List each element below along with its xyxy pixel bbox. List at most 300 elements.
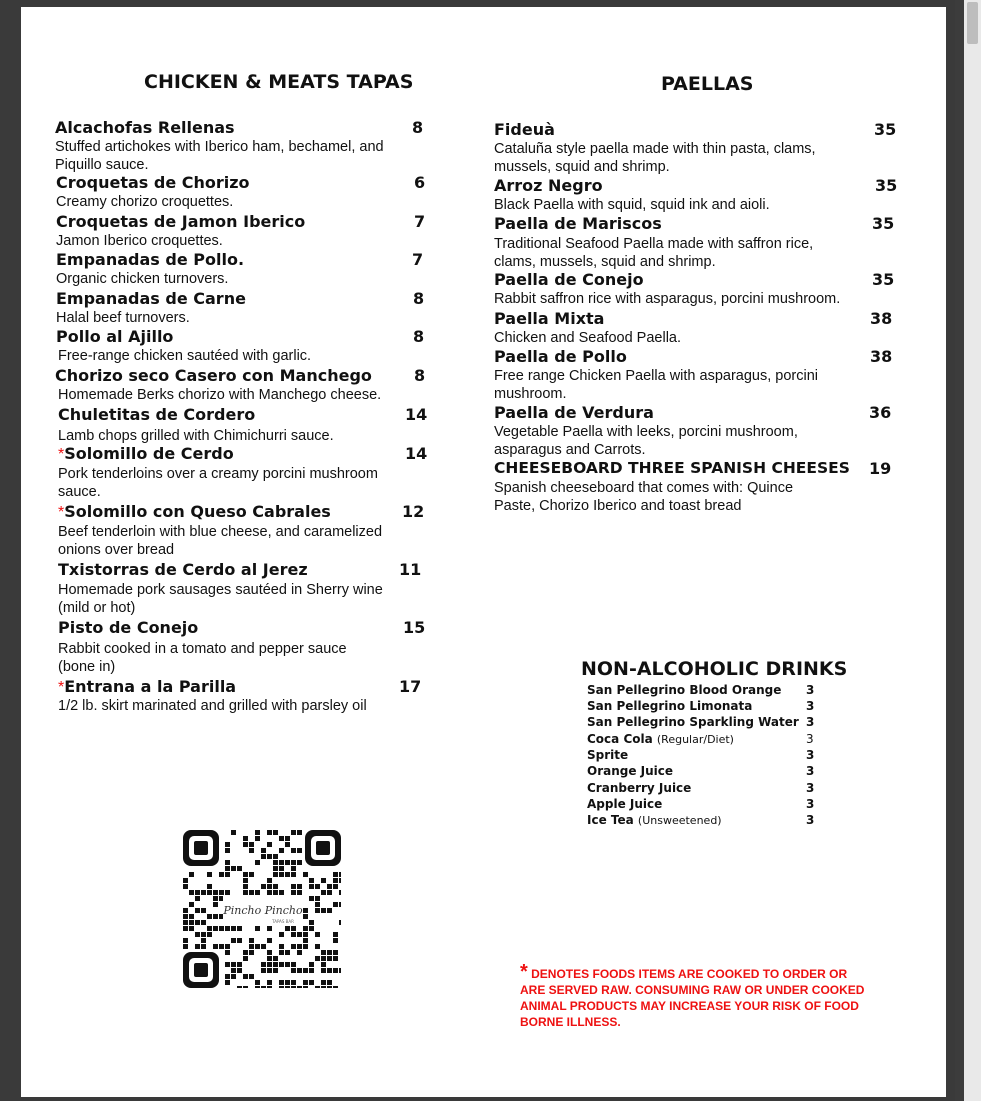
qr-module: [201, 938, 206, 943]
item-price: 14: [405, 444, 428, 463]
drink-item: [587, 683, 827, 699]
qr-module: [321, 878, 326, 883]
item-description: Vegetable Paella with leeks, porcini mushroom, asparagus and Carrots.: [494, 424, 798, 458]
qr-module: [243, 878, 248, 883]
qr-module: [321, 968, 326, 973]
qr-module: [315, 902, 320, 907]
item-name: Fideuà: [494, 120, 555, 139]
qr-module: [309, 920, 314, 925]
qr-module: [267, 890, 272, 895]
qr-module: [297, 830, 302, 835]
qr-module: [255, 980, 260, 985]
item-price: 35: [874, 120, 897, 139]
qr-module: [321, 950, 326, 955]
qr-module: [327, 908, 332, 913]
qr-module: [267, 956, 272, 961]
item-description: Beef tenderloin with blue cheese, and caramelized onions over bread: [58, 524, 383, 558]
qr-module: [207, 890, 212, 895]
item-price: 17: [399, 677, 422, 696]
item-name: Paella Mixta: [494, 309, 605, 328]
qr-module: [303, 944, 308, 949]
qr-module: [231, 968, 236, 973]
qr-module: [231, 962, 236, 967]
qr-module: [303, 986, 308, 988]
qr-module: [219, 944, 224, 949]
qr-module: [291, 980, 296, 985]
qr-module: [285, 926, 290, 931]
qr-module: [333, 938, 338, 943]
qr-module: [207, 926, 212, 931]
menu-item: [494, 347, 904, 403]
qr-module: [333, 956, 338, 961]
drink-note: (Regular/Diet): [656, 733, 734, 746]
menu-item: [56, 173, 436, 211]
qr-module: [237, 926, 242, 931]
qr-module: [201, 890, 206, 895]
menu-item: [55, 118, 435, 174]
qr-module: [267, 980, 272, 985]
raw-food-notice: [520, 961, 865, 1030]
item-description: Homemade pork sausages sautéed in Sherry wine (mild or hot): [58, 582, 383, 616]
drink-price: 3: [806, 813, 815, 827]
qr-module: [267, 950, 272, 955]
qr-module: [261, 968, 266, 973]
item-price: 35: [872, 270, 895, 289]
menu-item: [494, 270, 904, 308]
item-price: 15: [403, 618, 426, 637]
qr-module: [273, 854, 278, 859]
qr-module: [279, 848, 284, 853]
qr-module: [249, 848, 254, 853]
qr-module: [213, 926, 218, 931]
qr-module: [183, 920, 188, 925]
drink-item: [587, 715, 827, 731]
qr-module: [303, 980, 308, 985]
qr-module: [279, 836, 284, 841]
item-name: Paella de Mariscos: [494, 214, 662, 233]
qr-module: [231, 830, 236, 835]
qr-module: [339, 920, 341, 925]
qr-module: [315, 896, 320, 901]
qr-module: [315, 932, 320, 937]
qr-module: [249, 944, 254, 949]
menu-item: [494, 309, 904, 347]
qr-module: [285, 842, 290, 847]
item-name: Txistorras de Cerdo al Jerez: [58, 560, 308, 579]
qr-module: [285, 872, 290, 877]
item-description: Pork tenderloins over a creamy porcini mushroom sauce.: [58, 466, 378, 500]
qr-module: [201, 932, 206, 937]
drink-name: San Pellegrino Blood Orange: [587, 683, 782, 697]
qr-module: [183, 914, 188, 919]
qr-module: [285, 836, 290, 841]
qr-module: [255, 926, 260, 931]
qr-module: [333, 932, 338, 937]
qr-module: [261, 884, 266, 889]
qr-module: [303, 932, 308, 937]
qr-module: [291, 926, 296, 931]
qr-module: [249, 938, 254, 943]
qr-module: [267, 962, 272, 967]
qr-module: [207, 932, 212, 937]
qr-module: [237, 962, 242, 967]
item-name: Pisto de Conejo: [58, 618, 199, 637]
qr-module: [225, 842, 230, 847]
item-price: 12: [402, 502, 425, 521]
qr-module: [225, 950, 230, 955]
qr-module: [243, 890, 248, 895]
drink-name: Ice Tea: [587, 813, 634, 827]
qr-module: [303, 938, 308, 943]
qr-module: [309, 962, 314, 967]
drink-name: Sprite: [587, 748, 629, 762]
qr-module: [243, 836, 248, 841]
menu-item: [58, 677, 438, 715]
qr-module: [291, 944, 296, 949]
qr-module: [285, 950, 290, 955]
qr-module: [261, 962, 266, 967]
qr-module: [267, 830, 272, 835]
qr-module: [243, 974, 248, 979]
drink-item: [587, 797, 827, 813]
notice-text: DENOTES FOODS ITEMS ARE COOKED TO ORDER OR ARE SERVED RAW. CONSUMING RAW OR UNDER COOKED ANIMAL PRODUCTS MAY INCREASE YOUR RISK OF FOOD BORNE ILLNESS.: [520, 967, 865, 1029]
qr-module: [231, 938, 236, 943]
item-name: Pollo al Ajillo: [56, 327, 174, 346]
qr-module: [195, 896, 200, 901]
qr-module: [207, 914, 212, 919]
qr-module: [273, 860, 278, 865]
drink-price: 3: [806, 781, 815, 795]
qr-module: [291, 848, 296, 853]
qr-module: [195, 920, 200, 925]
qr-module: [225, 980, 230, 985]
qr-module: [285, 962, 290, 967]
menu-item: [494, 120, 904, 176]
qr-module: [267, 854, 272, 859]
item-name: Croquetas de Chorizo: [56, 173, 250, 192]
qr-module: [261, 944, 266, 949]
raw-warning-star: *: [58, 504, 65, 521]
qr-module: [279, 872, 284, 877]
item-name: Empanadas de Pollo.: [56, 250, 245, 269]
item-name: Solomillo con Queso Cabrales: [64, 502, 331, 521]
drink-name: San Pellegrino Limonata: [587, 699, 753, 713]
qr-module: [189, 890, 194, 895]
drink-price: 3: [806, 797, 815, 811]
menu-item: [494, 214, 904, 271]
qr-module: [279, 980, 284, 985]
qr-module: [195, 932, 200, 937]
menu-item: [58, 444, 438, 501]
qr-module: [339, 902, 341, 907]
qr-module: [297, 986, 302, 988]
item-description: Homemade Berks chorizo with Manchego cheese.: [58, 387, 382, 403]
qr-module: [279, 890, 284, 895]
item-name: Entrana a la Parilla: [64, 677, 237, 696]
item-price: 38: [870, 309, 893, 328]
drink-name: Apple Juice: [587, 797, 663, 811]
item-price: 35: [875, 176, 898, 195]
qr-module: [333, 878, 338, 883]
item-description: Lamb chops grilled with Chimichurri sauce.: [58, 428, 334, 444]
qr-module: [237, 986, 242, 988]
drink-item: [587, 781, 827, 797]
item-price: 8: [414, 366, 426, 385]
menu-item: [58, 502, 438, 559]
drink-price: 3: [806, 732, 814, 746]
qr-module: [231, 866, 236, 871]
qr-module: [279, 986, 284, 988]
item-name: CHEESEBOARD THREE SPANISH CHEESES: [494, 459, 850, 477]
menu-item: [58, 405, 438, 445]
qr-module: [333, 872, 338, 877]
qr-module: [243, 950, 248, 955]
drink-name: Coca Cola: [587, 732, 653, 746]
qr-module: [225, 926, 230, 931]
qr-module: [183, 926, 188, 931]
qr-module: [195, 908, 200, 913]
qr-module: [339, 878, 341, 883]
qr-module: [297, 884, 302, 889]
qr-module: [243, 986, 248, 988]
qr-module: [249, 974, 254, 979]
qr-module: [327, 956, 332, 961]
qr-module: [339, 890, 341, 895]
paellas-section-title: PAELLAS: [661, 73, 754, 95]
item-description: Rabbit saffron rice with asparagus, porcini mushroom.: [494, 291, 841, 307]
item-name: Croquetas de Jamon Iberico: [56, 212, 306, 231]
qr-module: [213, 914, 218, 919]
qr-module: [225, 848, 230, 853]
drink-price: 3: [806, 764, 815, 778]
qr-module: [261, 986, 266, 988]
qr-module: [273, 866, 278, 871]
drink-name: Cranberry Juice: [587, 781, 692, 795]
qr-module: [339, 872, 341, 877]
qr-module: [309, 980, 314, 985]
item-price: 36: [869, 403, 892, 422]
qr-module: [231, 974, 236, 979]
qr-module: [297, 932, 302, 937]
qr-module: [267, 878, 272, 883]
qr-module: [213, 890, 218, 895]
menu-item: [56, 327, 436, 365]
qr-module: [333, 950, 338, 955]
qr-module: [243, 956, 248, 961]
qr-module: [303, 908, 308, 913]
raw-warning-star: *: [58, 446, 65, 463]
qr-module: [315, 944, 320, 949]
qr-code: [183, 830, 341, 988]
item-description: Jamon Iberico croquettes.: [56, 233, 223, 249]
qr-module: [255, 890, 260, 895]
qr-module: [273, 956, 278, 961]
item-description: Rabbit cooked in a tomato and pepper sauce (bone in): [58, 641, 347, 675]
menu-item: [56, 212, 436, 250]
item-description: Traditional Seafood Paella made with saffron rice, clams, mussels, squid and shrimp.: [494, 236, 814, 270]
item-price: 19: [869, 459, 892, 478]
item-price: 7: [412, 250, 424, 269]
drink-price: 3: [806, 699, 815, 713]
qr-module: [267, 884, 272, 889]
qr-module: [321, 908, 326, 913]
qr-module: [255, 986, 260, 988]
qr-module: [297, 860, 302, 865]
menu-item: [494, 459, 904, 515]
item-description: 1/2 lb. skirt marinated and grilled with parsley oil: [58, 698, 367, 714]
qr-module: [291, 890, 296, 895]
qr-module: [285, 980, 290, 985]
qr-module: [189, 872, 194, 877]
notice-star: *: [520, 961, 528, 983]
qr-module: [291, 830, 296, 835]
qr-module: [273, 968, 278, 973]
qr-module: [291, 932, 296, 937]
qr-module: [225, 974, 230, 979]
qr-module: [315, 956, 320, 961]
qr-module: [237, 866, 242, 871]
item-price: 38: [870, 347, 893, 366]
qr-module: [249, 950, 254, 955]
qr-module: [291, 986, 296, 988]
item-price: 8: [412, 118, 424, 137]
item-name: Paella de Conejo: [494, 270, 644, 289]
qr-module: [213, 902, 218, 907]
item-description: Chicken and Seafood Paella.: [494, 330, 682, 346]
raw-warning-star: *: [58, 679, 65, 696]
qr-module: [327, 980, 332, 985]
item-price: 35: [872, 214, 895, 233]
item-name: Alcachofas Rellenas: [55, 118, 235, 137]
drink-item: [587, 699, 827, 715]
qr-module: [321, 890, 326, 895]
qr-module: [273, 830, 278, 835]
qr-module: [327, 950, 332, 955]
qr-module: [201, 944, 206, 949]
drink-price: 3: [806, 683, 815, 697]
qr-module: [249, 890, 254, 895]
item-description: Free-range chicken sautéed with garlic.: [58, 348, 312, 364]
item-description: Black Paella with squid, squid ink and aioli.: [494, 197, 770, 213]
qr-module: [285, 860, 290, 865]
item-price: 11: [399, 560, 422, 579]
qr-module: [279, 860, 284, 865]
qr-module: [327, 884, 332, 889]
qr-module: [195, 890, 200, 895]
qr-module: [225, 962, 230, 967]
qr-module: [195, 944, 200, 949]
item-name: Chuletitas de Cordero: [58, 405, 256, 424]
qr-module: [321, 986, 326, 988]
drink-note: (Unsweetened): [637, 814, 722, 827]
item-price: 8: [413, 327, 425, 346]
menu-item: [58, 618, 438, 676]
qr-module: [225, 866, 230, 871]
qr-module: [327, 986, 332, 988]
qr-module: [183, 944, 188, 949]
qr-module: [333, 902, 338, 907]
qr-module: [297, 944, 302, 949]
qr-module: [207, 872, 212, 877]
drink-item: [587, 813, 827, 829]
qr-module: [243, 842, 248, 847]
qr-module: [303, 968, 308, 973]
qr-module: [279, 962, 284, 967]
qr-module: [255, 830, 260, 835]
qr-module: [225, 944, 230, 949]
qr-module: [207, 884, 212, 889]
qr-module: [291, 962, 296, 967]
qr-module: [321, 956, 326, 961]
qr-module: [297, 890, 302, 895]
qr-module: [279, 944, 284, 949]
qr-module: [183, 938, 188, 943]
item-name: Empanadas de Carne: [56, 289, 246, 308]
qr-module: [315, 884, 320, 889]
qr-module: [285, 986, 290, 988]
item-description: Organic chicken turnovers.: [56, 271, 229, 287]
qr-module: [321, 980, 326, 985]
drink-name: Orange Juice: [587, 764, 674, 778]
item-price: 8: [413, 289, 425, 308]
qr-module: [237, 938, 242, 943]
qr-module: [231, 926, 236, 931]
qr-module: [291, 872, 296, 877]
qr-logo-subtext: TAPAS BAR: [272, 919, 294, 924]
qr-module: [219, 926, 224, 931]
qr-module: [333, 986, 338, 988]
qr-module: [315, 908, 320, 913]
menu-item: [58, 560, 438, 617]
qr-module: [183, 884, 188, 889]
qr-module: [219, 872, 224, 877]
qr-module: [249, 872, 254, 877]
qr-module: [309, 926, 314, 931]
qr-module: [243, 872, 248, 877]
qr-module: [225, 890, 230, 895]
qr-module: [297, 968, 302, 973]
menu-item: [494, 403, 904, 459]
qr-module: [225, 872, 230, 877]
qr-module: [333, 968, 338, 973]
item-name: Arroz Negro: [494, 176, 603, 195]
qr-module: [267, 938, 272, 943]
qr-module: [267, 986, 272, 988]
item-description: Halal beef turnovers.: [56, 310, 190, 326]
qr-logo-text: Pincho Pincho: [223, 904, 303, 917]
meats-section-title: CHICKEN & MEATS TAPAS: [144, 71, 414, 93]
drink-item: [587, 748, 827, 764]
qr-module: [219, 890, 224, 895]
qr-module: [243, 884, 248, 889]
qr-module: [189, 926, 194, 931]
qr-module: [291, 866, 296, 871]
qr-module: [237, 968, 242, 973]
qr-module: [183, 908, 188, 913]
qr-module: [309, 896, 314, 901]
item-price: 7: [414, 212, 426, 231]
qr-module: [309, 878, 314, 883]
qr-module: [267, 926, 272, 931]
item-name: Paella de Pollo: [494, 347, 627, 366]
scrollbar-thumb[interactable]: [967, 2, 978, 44]
qr-module: [201, 908, 206, 913]
scrollbar[interactable]: [964, 0, 981, 1101]
qr-module: [213, 896, 218, 901]
item-description: Stuffed artichokes with Iberico ham, bechamel, and Piquillo sauce.: [55, 139, 384, 173]
qr-module: [189, 902, 194, 907]
qr-module: [273, 962, 278, 967]
